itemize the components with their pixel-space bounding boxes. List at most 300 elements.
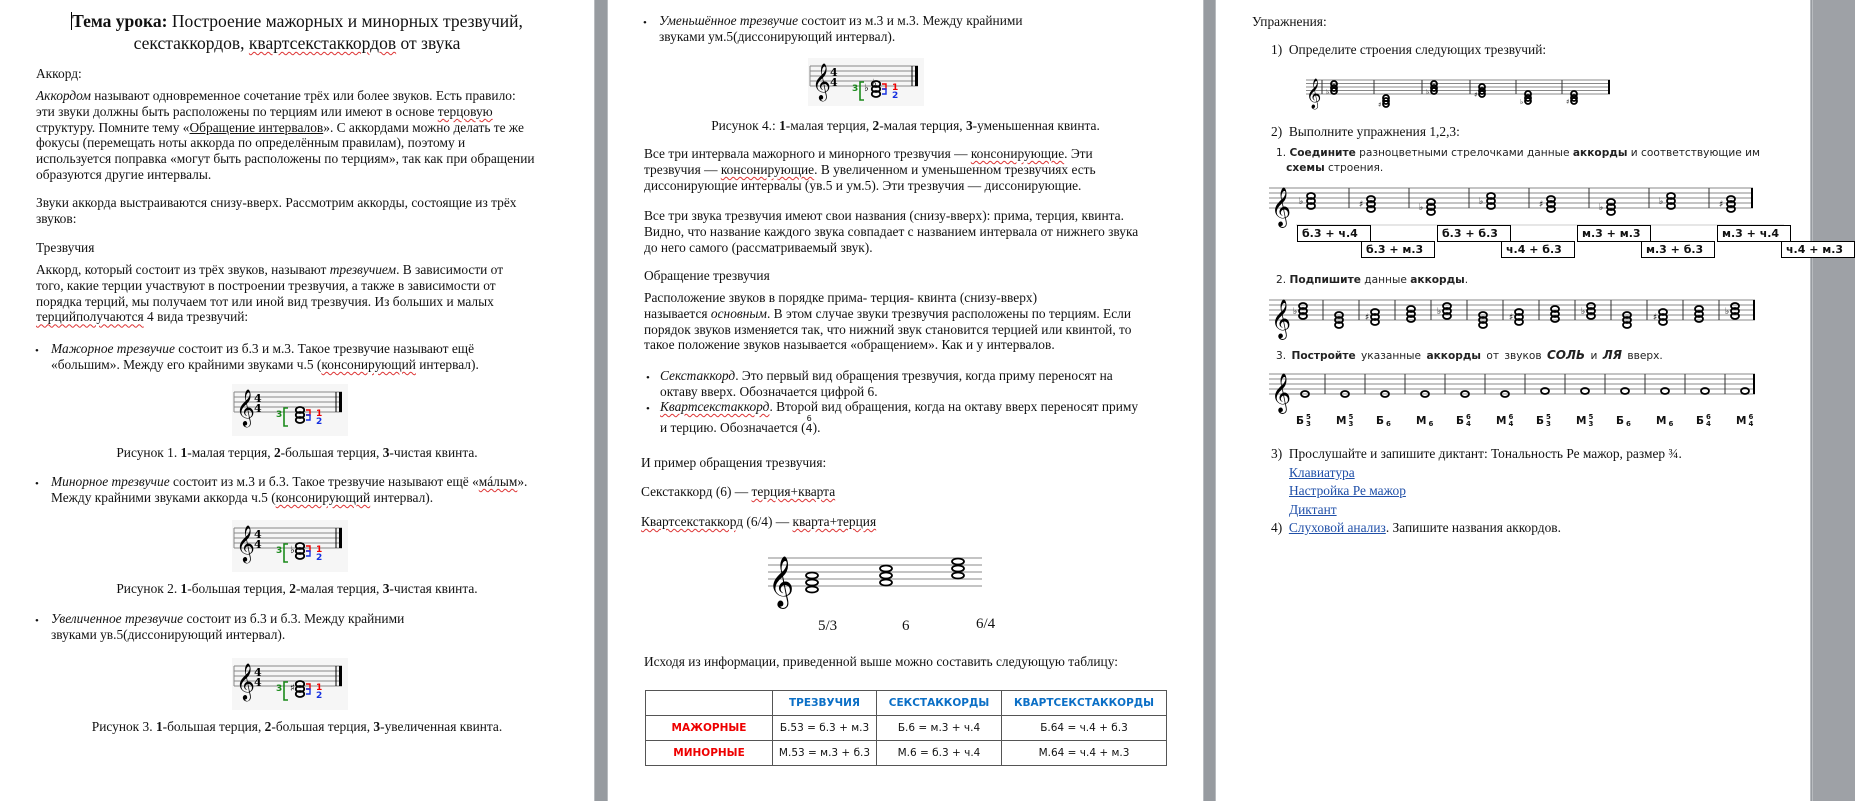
chord-letter: Б: [1376, 415, 1385, 427]
flat-icon: ♭: [1419, 203, 1424, 213]
exercise-2: [1271, 124, 1460, 140]
inversion-paragraph: [644, 290, 1131, 353]
text: . В увеличенном и уменьшенном трезвучиях есть: [814, 161, 1096, 177]
figure-2-caption: [0, 581, 594, 597]
text: состоит из б.3 и м.3. Такое трезвучие называют ещё: [174, 341, 475, 356]
whole-note: [1659, 319, 1667, 325]
num: 1: [180, 581, 188, 596]
time-signature-bottom: 4: [254, 402, 262, 415]
text: терцийполучаются: [36, 309, 144, 325]
sharp-icon: ♯: [1509, 313, 1514, 323]
whole-note: [806, 587, 818, 593]
exercises-heading: Упражнения:: [1252, 14, 1327, 29]
heading-chord: Аккорд:: [36, 66, 82, 81]
flat-icon: ♭: [1659, 197, 1664, 207]
text: -уменьшенная квинта.: [972, 118, 1100, 133]
treble-clef-icon: 𝄞: [236, 662, 255, 700]
final-barline: [1753, 374, 1755, 394]
fifth-bracket: [284, 682, 288, 700]
interval-box-bottom[interactable]: б.3 + м.3: [1361, 241, 1435, 258]
term: Мажорное трезвучие: [51, 341, 175, 356]
whole-note: [1607, 209, 1615, 215]
interval-box-bottom[interactable]: ч.4 + б.3: [1501, 241, 1575, 258]
page-separator: [1203, 0, 1216, 801]
diminished-triad-item: [659, 13, 1023, 45]
text: диссонирующие интервалы (ув.5 и ум.5). Эти трезвучия — диссонирующие.: [644, 177, 1082, 193]
whole-note: [1515, 319, 1523, 325]
num: 3: [382, 581, 390, 596]
document-page-2[interactable]: [608, 0, 1203, 801]
whole-note: [296, 417, 304, 423]
text: строения.: [1324, 162, 1384, 174]
text: используется поправка «могут быть расположены по терциям», так как при обращении: [36, 151, 535, 167]
heading-triads: Трезвучия: [36, 240, 95, 255]
text: указанные: [1355, 350, 1427, 362]
treble-clef-icon: 𝄞: [812, 62, 831, 100]
whole-note: [1701, 388, 1709, 394]
chord-figure-lower: 6: [1626, 420, 1631, 428]
list-number: 2.: [1276, 274, 1287, 286]
exercise-3: [1271, 446, 1682, 462]
chord-symbol-label: [1736, 414, 1753, 428]
figured-bass-lower: 4: [805, 421, 813, 435]
text: . Эти: [1064, 146, 1093, 161]
interval-number-3: 3: [276, 546, 283, 556]
whole-note: [1367, 206, 1375, 212]
text: -большая терция,: [162, 719, 265, 734]
chord-figures: [1508, 414, 1513, 428]
whole-note: [1551, 316, 1559, 322]
fifth-bracket: [284, 408, 288, 426]
final-barline: [1753, 300, 1755, 320]
bullet-icon: •: [35, 615, 39, 627]
task-2-staff: [1269, 292, 1759, 339]
table-header-cell: СЕКСТАККОРДЫ: [877, 691, 1002, 716]
table-cell: Б.64 = ч.4 + б.3: [1002, 716, 1167, 741]
list-number: 2): [1271, 124, 1283, 139]
final-barline: [915, 66, 918, 86]
document-page-1[interactable]: [0, 0, 594, 801]
six-four-chord-item: [660, 399, 1138, 437]
sound-names-paragraph: [644, 208, 1138, 255]
fifth-bracket: [284, 544, 288, 562]
text: -большая терция,: [187, 581, 290, 596]
title-text: от звука: [396, 33, 461, 53]
text: . В этом случае звуки трезвучия расположены по терциям. Если: [766, 305, 1132, 321]
whole-note: [1727, 206, 1735, 212]
chord-symbol-label: [1496, 414, 1513, 428]
inversion-label: 6/4: [976, 616, 996, 632]
whole-note: [952, 566, 964, 572]
text: и терцию. Обозначается (: [660, 419, 806, 435]
text: данные: [1360, 274, 1411, 286]
text: . В зависимости от: [396, 262, 504, 277]
flat-icon: ♭: [864, 83, 869, 94]
figure-3-caption: [0, 719, 594, 735]
whole-note: [806, 573, 818, 579]
sharp-icon: ♯: [1539, 200, 1544, 210]
text: Прослушайте и запишите диктант: Тональность Ре мажор, размер ¾.: [1288, 446, 1682, 461]
text: кварта+терция: [792, 514, 877, 529]
text: 4 вида трезвучий:: [143, 309, 249, 325]
chord-figure-upper: 6: [1706, 413, 1711, 421]
sharp-icon: ♯: [1653, 313, 1658, 323]
d-major-setup-link[interactable]: Настройка Ре мажор: [1289, 483, 1406, 498]
chord-letter: М: [1336, 415, 1347, 427]
text: -чистая квинта.: [389, 445, 478, 460]
chord-figure-upper: 6: [1748, 413, 1754, 421]
num: 2: [289, 581, 296, 596]
text: «большим». Между его крайними звуками ч.5 (: [51, 356, 322, 372]
whole-note: [1623, 322, 1631, 328]
row-label: МИНОРНЫЕ: [646, 741, 773, 766]
text: -малая терция,: [879, 118, 966, 133]
keyboard-link[interactable]: Клавиатура: [1289, 465, 1355, 480]
text: и: [1585, 350, 1603, 362]
text: состоит из м.3 и м.3. Между крайними: [798, 13, 1023, 28]
exercise-1-staff: [1306, 74, 1616, 110]
table-row: [646, 741, 1167, 766]
time-signature-top: 4: [830, 66, 838, 79]
chord-symbol-label: [1696, 414, 1711, 428]
term: Уменьшённое трезвучие: [659, 13, 799, 28]
text: порядок звуков изменяется так, что нижний звук становится терцией или квинтой, то: [644, 321, 1132, 337]
list-number: 1): [1271, 42, 1283, 57]
text: ». С аккордами можно делать те же: [323, 119, 524, 135]
text: ».: [517, 474, 528, 489]
text: звуками ув.5(диссонирующий интервал).: [51, 626, 286, 642]
interval-number-2: 2: [892, 91, 899, 101]
time-signature-top: 4: [254, 666, 262, 679]
chord-letter: М: [1496, 415, 1507, 427]
chord-figure-lower: 4: [1706, 420, 1711, 428]
chord-letter: М: [1736, 415, 1747, 427]
chord-symbol-label: [1336, 414, 1353, 428]
treble-clef-icon: 𝄞: [768, 556, 795, 607]
num: 3: [382, 445, 390, 460]
text: такое положение звуков называется «обращением». Как и у интервалов.: [644, 337, 1055, 353]
chord-symbol-label: [1456, 414, 1471, 428]
text: терцовую: [437, 103, 493, 119]
text: интервал).: [370, 489, 434, 505]
list-number: 3): [1271, 446, 1283, 461]
chord-summary-table: [645, 690, 1167, 766]
table-intro: Исходя из информации, приведенной выше можно составить следующую таблицу:: [644, 654, 1118, 669]
whole-note: [1741, 388, 1749, 394]
chord-figure-lower: 3: [1546, 420, 1551, 428]
text: вверх.: [1621, 350, 1663, 362]
intervals-inversion-link[interactable]: Обращение интервалов: [189, 119, 324, 135]
final-barline: [339, 392, 342, 412]
whole-note: [1335, 322, 1343, 328]
chord-letter: Б: [1456, 415, 1465, 427]
whole-note: [1667, 203, 1675, 209]
example-intro: И пример обращения трезвучия:: [641, 455, 827, 470]
treble-clef-icon: 𝄞: [1271, 187, 1292, 227]
sharp-icon: ♯: [1359, 200, 1364, 210]
flat-icon: ♭: [872, 78, 877, 89]
text: Рисунок 1.: [116, 445, 181, 460]
final-barline: [339, 528, 342, 548]
task-3-text: [1276, 348, 1663, 362]
consonance-paragraph: [644, 146, 1096, 193]
table-row: [646, 716, 1167, 741]
sharp-icon: ♯: [1378, 101, 1382, 109]
text: Рисунок 3.: [91, 719, 156, 734]
text: аккорды: [1572, 147, 1628, 159]
chord-letter: Б: [1696, 415, 1705, 427]
time-signature-top: 4: [254, 528, 262, 541]
text: аккорды: [1426, 350, 1481, 362]
chord-letter: М: [1656, 415, 1667, 427]
chord-figures: [1706, 414, 1711, 428]
triad-paragraph: [36, 262, 586, 325]
chord-letter: Б: [1616, 415, 1625, 427]
text: СОЛЬ: [1547, 348, 1586, 362]
text: того, какие терции участвуют в построении трезвучия, а также в зависимости от: [36, 277, 496, 293]
text: Звуки аккорда выстраиваются снизу-вверх. Рассмотрим аккорды, состоящие из трёх: [36, 195, 517, 210]
page-title: [20, 10, 574, 54]
whole-note: [1661, 388, 1669, 394]
text: Подпишите: [1289, 274, 1361, 286]
text: Выполните упражнения 1,2,3:: [1288, 124, 1460, 139]
chord-figure-lower: 3: [1348, 420, 1354, 428]
chord-symbol-label: [1536, 414, 1551, 428]
text: и соответствующие им: [1627, 147, 1760, 159]
num: 2: [264, 719, 272, 734]
text: называют одновременное сочетание трёх или более звуков. Есть правило:: [90, 88, 516, 103]
interval-number-2: 2: [316, 417, 323, 427]
table-header-cell: ТРЕЗВУЧИЯ: [773, 691, 877, 716]
chord-symbol-label: [1576, 414, 1593, 428]
third-bracket-lower: [882, 89, 886, 94]
interval-box-top[interactable]: б.3 + ч.4: [1297, 225, 1371, 242]
figure-1-major-triad: [232, 384, 348, 436]
table-header-cell: КВАРТСЕКСТАККОРДЫ: [1002, 691, 1167, 716]
final-barline: [1751, 188, 1753, 208]
interval-number-1: 1: [316, 545, 323, 555]
title-text-misspelled: квартсекстаккордов: [248, 33, 397, 53]
augmented-triad-item: [51, 611, 586, 643]
chord-figure-upper: 5: [1546, 413, 1551, 421]
time-signature-bottom: 4: [254, 676, 262, 689]
bullet-icon: •: [646, 403, 650, 415]
treble-clef-icon: 𝄞: [1271, 373, 1292, 413]
interval-number-1: 1: [892, 83, 899, 93]
figure-4-diminished-triad: [808, 58, 924, 106]
text: . Запишите названия аккордов.: [1385, 520, 1561, 535]
figure-2-minor-triad: [232, 520, 348, 572]
text: звуков:: [36, 210, 77, 226]
inversion-example-staff: [768, 552, 988, 607]
chord-figures: [1626, 414, 1631, 428]
table-header-row: [646, 691, 1167, 716]
chord-figure-lower: 6: [1386, 420, 1391, 428]
bullet-icon: •: [35, 345, 39, 357]
whole-note: [1587, 313, 1595, 319]
interval-box-bottom[interactable]: м.3 + б.3: [1641, 241, 1715, 258]
text: Определите строения следующих трезвучий:: [1288, 42, 1547, 57]
chord-symbol-label: [1376, 414, 1391, 428]
text: схемы: [1286, 162, 1325, 174]
interval-number-3: 3: [276, 410, 283, 420]
whole-note: [1479, 322, 1487, 328]
num: 2: [872, 118, 880, 133]
term: Аккордом: [36, 88, 91, 103]
sharp-icon: ♯: [290, 683, 295, 694]
treble-clef-icon: 𝄞: [236, 388, 255, 426]
text: образуются другие интервалы.: [36, 166, 212, 182]
title-label: Тема урока:: [72, 11, 168, 31]
text: разноцветными стрелочками данные: [1355, 147, 1573, 159]
text: эти звуки должны быть расположены по терциям или имеют в основе: [36, 103, 438, 119]
table-cell: М.6 = б.3 + ч.4: [877, 741, 1002, 766]
text: называется: [644, 305, 711, 321]
sharp-icon: ♯: [1365, 313, 1370, 323]
chord-figure-lower: 4: [1508, 420, 1514, 428]
num: 3: [373, 719, 381, 734]
third-bracket-lower: [306, 551, 310, 556]
flat-icon: ♭: [1437, 307, 1442, 317]
interval-number-3: 3: [852, 84, 859, 94]
text: Постройте: [1291, 350, 1356, 362]
chord-figure-lower: 3: [1306, 420, 1311, 428]
document-page-3[interactable]: [1216, 0, 1844, 801]
chord-figures: [1546, 414, 1551, 428]
flat-icon: ♭: [1725, 307, 1730, 317]
whole-note: [1407, 316, 1415, 322]
table-header-cell: [646, 691, 773, 716]
flat-icon: ♭: [1581, 307, 1586, 317]
text: -малая терция,: [295, 581, 383, 596]
text: Расположение звуков в порядке прима- терция- квинта (снизу-вверх): [644, 290, 1038, 305]
figure-3-augmented-triad: [232, 658, 348, 710]
text: интервал).: [415, 356, 479, 372]
task-1-text: [1276, 146, 1761, 176]
text: . Второй вид обращения, когда на октаву вверх переносят приму: [769, 399, 1139, 414]
text: . Это первый вид обращения трезвучия, когда приму переносят на: [735, 368, 1113, 383]
sharp-icon: ♯: [1719, 200, 1724, 210]
title-text: секстаккордов,: [133, 33, 249, 53]
chord-symbol-label: [1296, 414, 1311, 428]
term: Увеличенное трезвучие: [51, 611, 184, 626]
chord-figure-upper: 5: [1348, 413, 1354, 421]
chord-figure-lower: 3: [1588, 420, 1594, 428]
term: Квартсекстаккорд: [660, 399, 770, 414]
flat-icon: ♭: [1293, 307, 1298, 317]
whole-note: [880, 573, 892, 579]
third-bracket-lower: [306, 415, 310, 420]
chord-figure-upper: 6: [1508, 413, 1514, 421]
chord-paragraph: [36, 88, 586, 183]
num: 1: [180, 445, 188, 460]
sixth-chord-item: [660, 368, 1113, 400]
term: Минорное трезвучие: [51, 474, 170, 489]
chord-symbol-label: [1656, 414, 1673, 428]
text: ).: [812, 419, 821, 435]
interval-box-top[interactable]: б.3 + б.3: [1437, 225, 1511, 242]
whole-note: [1443, 313, 1451, 319]
page-separator: [594, 0, 608, 801]
text: -малая терция,: [785, 118, 873, 133]
time-signature-bottom: 4: [254, 538, 262, 551]
text: Квартсекстаккорд: [641, 514, 744, 529]
list-number: 4): [1271, 520, 1283, 535]
num: 3: [965, 118, 973, 133]
task-2-text: [1276, 274, 1468, 286]
text: консонирующий: [321, 356, 416, 372]
chord-symbol-label: [1416, 414, 1433, 428]
sharp-icon: ♯: [1474, 91, 1478, 99]
whole-note: [872, 91, 880, 97]
text: -увеличенная квинта.: [380, 719, 503, 734]
chord-letter: Б: [1536, 415, 1545, 427]
list-number: 1.: [1276, 147, 1287, 159]
text: состоит из б.3 и б.3. Между крайними: [183, 611, 405, 626]
minor-triad-item: [51, 474, 586, 506]
chord-figure-lower: 4: [1466, 420, 1471, 428]
whole-note: [1695, 316, 1703, 322]
text: трезвучия —: [644, 161, 721, 177]
flat-icon: ♭: [1599, 203, 1604, 213]
whole-note: [1581, 388, 1589, 394]
text: фокусы (перемещать ноты аккорда по определённым правилам), поэтому и: [36, 135, 466, 151]
interval-box-top[interactable]: м.3 + м.3: [1577, 225, 1651, 242]
chord-figures: [1386, 414, 1391, 428]
whole-note: [1547, 206, 1555, 212]
text: состоит из м.3 и б.3. Такое трезвучие называют ещё «: [169, 474, 479, 489]
task-3-staff: [1269, 370, 1759, 413]
exercise-1: [1271, 42, 1546, 58]
flat-icon: ♭: [1299, 197, 1304, 207]
text: .: [1464, 274, 1469, 286]
chord-figure-upper: 6: [1466, 413, 1471, 421]
num: 1: [155, 719, 163, 734]
text: от звуков: [1480, 350, 1547, 362]
text: -большая терция,: [271, 719, 374, 734]
ear-analysis-link[interactable]: Слуховой анализ: [1288, 520, 1386, 535]
whole-note: [1371, 319, 1379, 325]
text: аккорды: [1410, 274, 1465, 286]
table-cell: М.64 = ч.4 + м.3: [1002, 741, 1167, 766]
whole-note: [1307, 203, 1315, 209]
num: 1: [779, 118, 786, 133]
whole-note: [952, 559, 964, 565]
num: 2: [273, 445, 281, 460]
flat-icon: ♭: [1326, 88, 1330, 96]
text: терция+кварта: [751, 484, 836, 499]
text: Рисунок 4.:: [711, 118, 780, 133]
interval-number-2: 2: [316, 691, 323, 701]
inversion-label: 5/3: [818, 618, 838, 634]
text: порядка терций, мы получаем тот или иной вид трезвучия. Из больших и малых: [36, 293, 494, 309]
figured-bass-upper: 6: [806, 413, 812, 423]
dictation-link[interactable]: Диктант: [1289, 502, 1337, 517]
text: Все три интервала мажорного и минорного трезвучия —: [644, 146, 971, 161]
text: Соедините: [1289, 147, 1356, 159]
text: звуками ум.5(диссонирующий интервал).: [659, 28, 896, 44]
figure-1-caption: [0, 445, 594, 461]
whole-note: [806, 580, 818, 586]
text: ЛЯ: [1602, 348, 1622, 362]
interval-box-top[interactable]: м.3 + ч.4: [1717, 225, 1791, 242]
time-signature-top: 4: [254, 392, 262, 405]
term: трезвучием: [329, 262, 397, 277]
interval-box-bottom[interactable]: ч.4 + м.3: [1781, 241, 1855, 258]
chord-figure-lower: 6: [1668, 420, 1674, 428]
bullet-icon: •: [35, 478, 39, 490]
sounds-paragraph: [36, 195, 516, 227]
